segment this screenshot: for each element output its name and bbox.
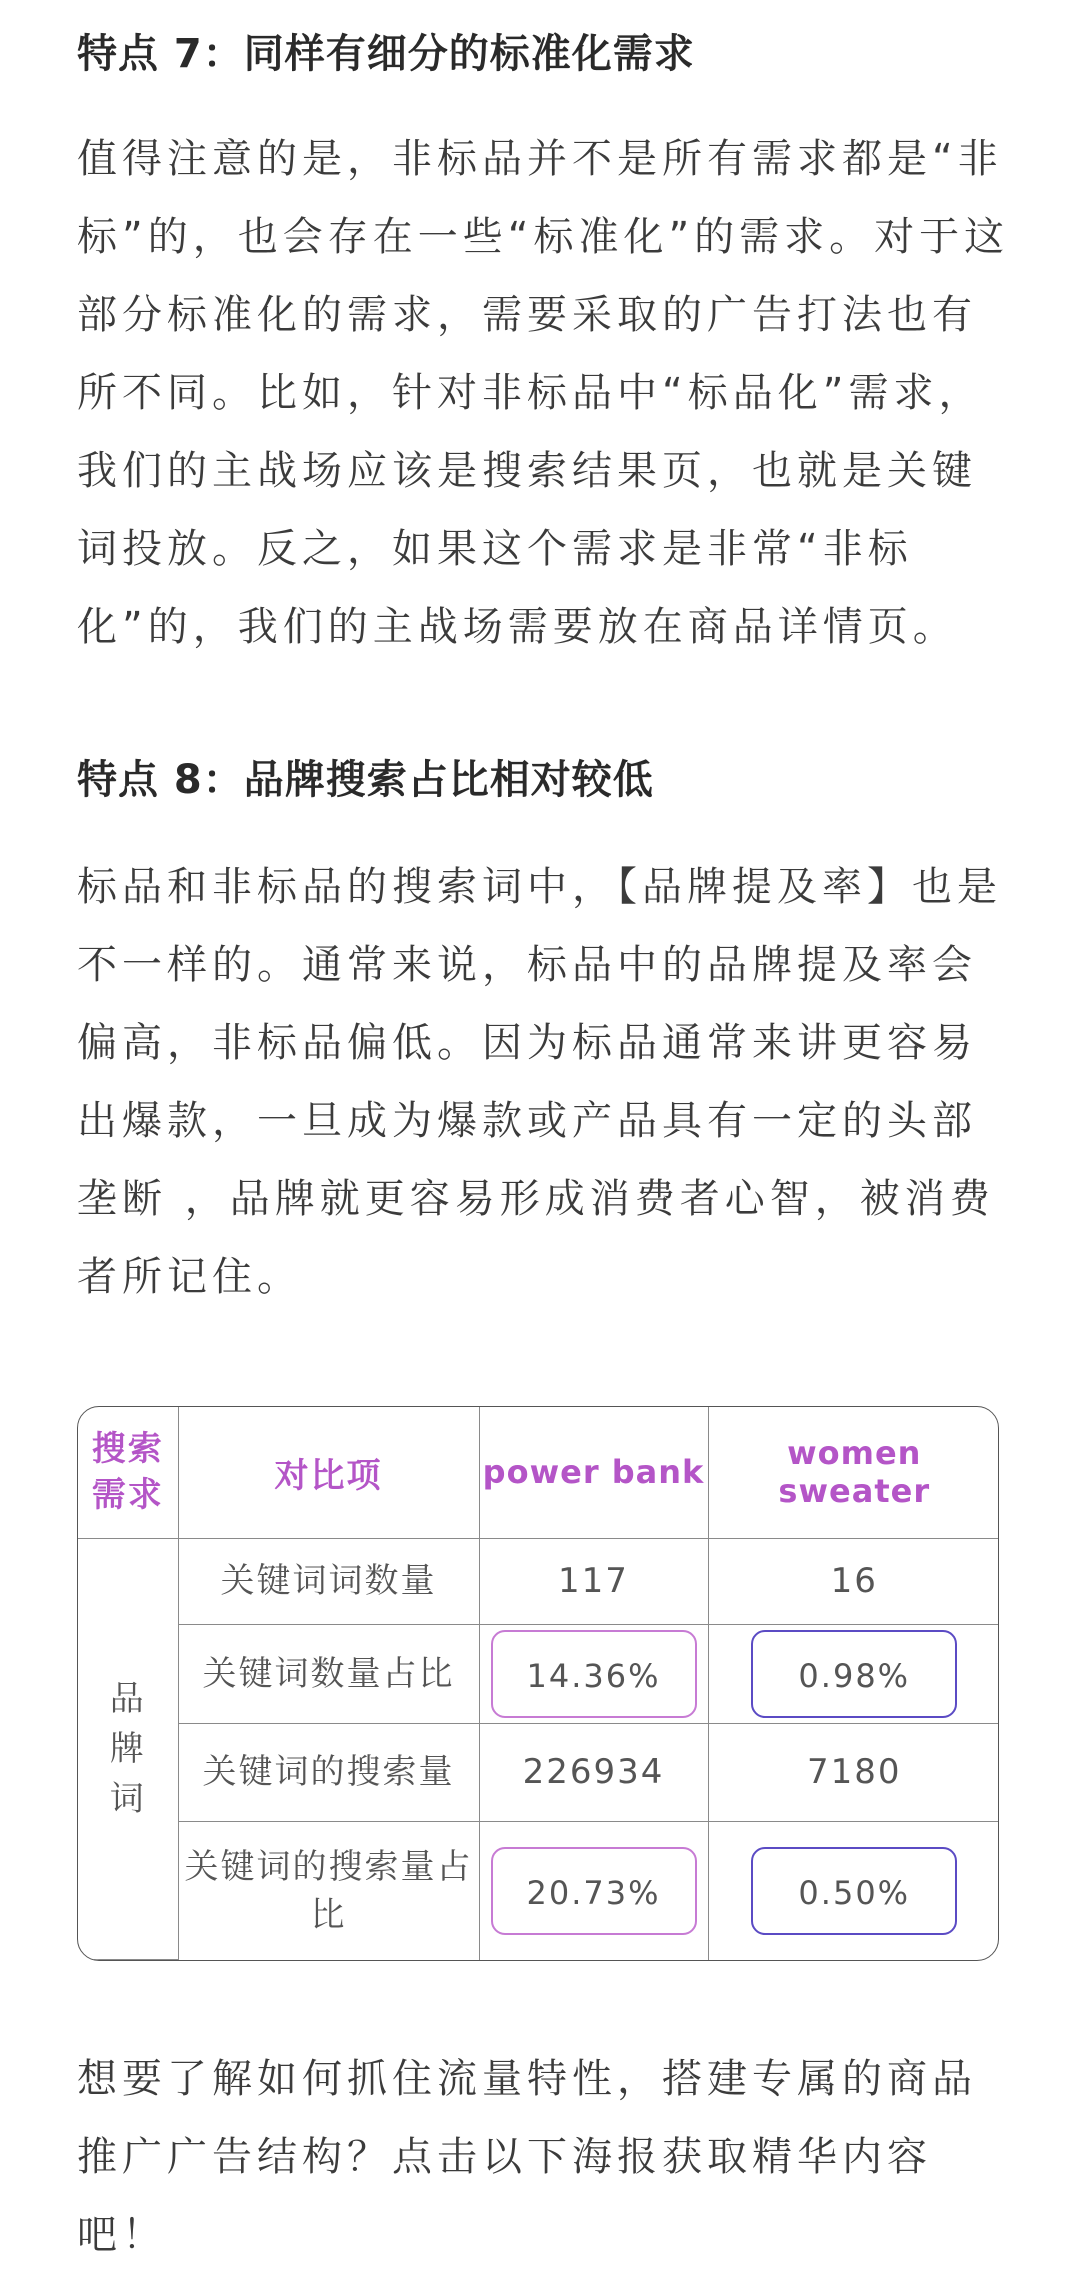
table-row — [78, 1625, 999, 1724]
header-women-sweater-label: women sweater — [778, 1434, 931, 1511]
table-row — [78, 1822, 999, 1960]
header-search-demand — [78, 1407, 178, 1538]
header-search-demand-label: 搜索需求 — [91, 1429, 164, 1516]
section-8-heading: 特点 8：品牌搜索占比相对较低 — [77, 757, 654, 803]
group-label: 品牌词 — [109, 1678, 146, 1819]
header-compare-item-label: 对比项 — [274, 1455, 383, 1496]
highlight-value-power-bank: 14.36% — [491, 1630, 697, 1718]
highlight-value-women-sweater: 0.50% — [751, 1847, 957, 1935]
row-label: 关键词的搜索量 — [178, 1723, 479, 1822]
row-value-women-sweater: 7180 — [708, 1723, 999, 1822]
section-8-body: 标品和非标品的搜索词中，【品牌提及率】也是不一样的。通常来说，标品中的品牌提及率会偏高，非标品偏低。因为标品通常来讲更容易出爆款，一旦成为爆款或产品具有一定的头部垄断 ，品牌就更容易形成消费者心智，被消费者所记住。 — [77, 864, 1002, 1300]
row-value-women-sweater-cell — [708, 1625, 999, 1724]
highlight-value-women-sweater: 0.98% — [751, 1630, 957, 1718]
table-header-row — [78, 1407, 999, 1538]
highlight-value-power-bank: 20.73% — [491, 1847, 697, 1935]
header-power-bank-label: power bank — [482, 1453, 705, 1492]
row-value-women-sweater: 16 — [708, 1538, 999, 1624]
row-value-power-bank: 226934 — [479, 1723, 708, 1822]
comparison-table — [77, 1406, 999, 1961]
footer-cta-text: 想要了解如何抓住流量特性，搭建专属的商品推广广告结构？点击以下海报获取精华内容吧！ — [77, 2056, 977, 2258]
table-row — [78, 1538, 999, 1624]
row-value-power-bank-cell — [479, 1625, 708, 1724]
row-label — [178, 1822, 479, 1960]
header-women-sweater — [708, 1407, 999, 1538]
table-row — [78, 1723, 999, 1822]
header-compare-item — [178, 1407, 479, 1538]
row-label: 关键词数量占比 — [178, 1625, 479, 1724]
row-value-women-sweater-cell — [708, 1822, 999, 1960]
row-label: 关键词词数量 — [178, 1538, 479, 1624]
row-label-text: 关键词的搜索量占比 — [184, 1846, 473, 1935]
header-power-bank — [479, 1407, 708, 1538]
row-value-power-bank: 117 — [479, 1538, 708, 1624]
group-label-cell — [78, 1538, 178, 1959]
section-7-heading: 特点 7：同样有细分的标准化需求 — [77, 31, 695, 77]
row-value-power-bank-cell — [479, 1822, 708, 1960]
section-7-body: 值得注意的是，非标品并不是所有需求都是“非标”的，也会存在一些“标准化”的需求。对于这部分标准化的需求，需要采取的广告打法也有所不同。比如，针对非标品中“标品化”需求，我们的主战场应该是搜索结果页，也就是关键词投放。反之，如果这个需求是非常“非标化”的，我们的主战场需要放在商品详情页。 — [77, 136, 1010, 650]
